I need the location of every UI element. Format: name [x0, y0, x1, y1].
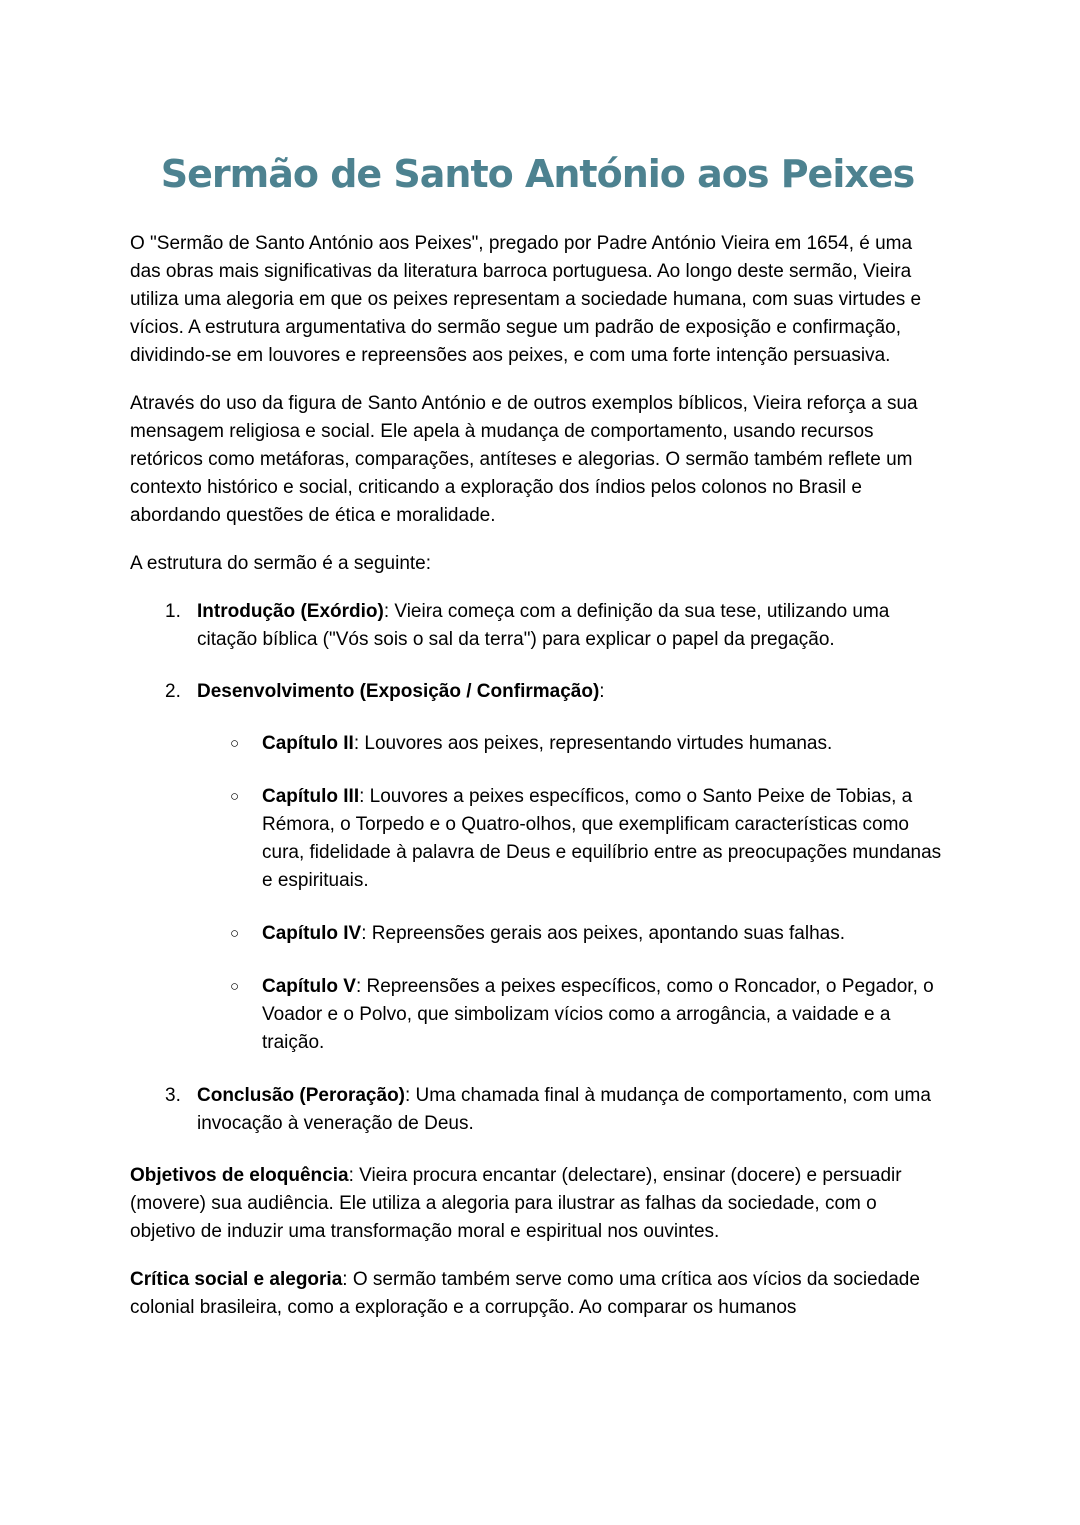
outline-item-desenvolvimento [130, 678, 945, 706]
item-body: : Repreensões gerais aos peixes, apontando suas falhas. [361, 923, 845, 944]
item-body: : [599, 681, 605, 702]
bold-lead: Capítulo IV [262, 923, 362, 944]
bold-lead: Crítica social e alegoria [130, 1269, 343, 1290]
item-body: : Vieira começa com a definição da sua tese, utilizando uma citação bíblica ("Vós sois o sal da terra") para explicar o papel da pregação. [197, 601, 890, 650]
circle-bullet-icon: ○ [230, 925, 240, 942]
chapter-item-iii [130, 783, 945, 895]
item-body: : Louvores a peixes específicos, como o Santo Peixe de Tobias, a Rémora, o Torpedo e o Quatro-olhos, que exemplificam características como cura, fidelidade à palavra de Deus e equilíbrio entre as preocupações mundanas e espirituais. [262, 786, 942, 891]
outline-item-introducao [130, 598, 945, 654]
closing-section [130, 1162, 945, 1322]
chapter-item-iv [130, 920, 945, 948]
bold-lead: Capítulo V [262, 976, 356, 997]
bold-lead: Capítulo III [262, 786, 360, 807]
intro-paragraph: O "Sermão de Santo António aos Peixes", pregado por Padre António Vieira em 1654, é uma das obras mais significativas da literatura barroca portuguesa. Ao longo deste sermão, Vieira utiliza uma alegoria em que os peixes representam a sociedade humana, com suas virtudes e vícios. A estrutura argumentativa do sermão segue um padrão de exposição e confirmação, dividindo-se em louvores e repreensões aos peixes, e com uma forte intenção persuasiva. [130, 233, 922, 366]
closing-paragraph-critica [130, 1266, 945, 1322]
bold-lead: Capítulo II [262, 733, 354, 754]
second-paragraph: Através do uso da figura de Santo António e de outros exemplos bíblicos, Vieira reforça a sua mensagem religiosa e social. Ele apela à mudança de comportamento, usando recursos retóricos como metáforas, comparações, antíteses e alegorias. O sermão também reflete um contexto histórico e social, criticando a exploração dos índios pelos colonos no Brasil e abordando questões de ética e moralidade. [130, 393, 918, 526]
circle-bullet-icon: ○ [230, 735, 240, 752]
bold-lead: Conclusão (Peroração) [197, 1085, 405, 1106]
chapter-item-text [262, 730, 945, 758]
bold-lead: Introdução (Exórdio) [197, 601, 384, 622]
item-body: : Repreensões a peixes específicos, como o Roncador, o Pegador, o Voador e o Polvo, que simbolizam vícios como a arrogância, a vaidade e a traição. [262, 976, 934, 1053]
chapter-item-ii [130, 730, 945, 758]
circle-bullet-icon: ○ [230, 978, 240, 995]
outline-item-text [197, 1082, 945, 1138]
chapter-item-text [262, 920, 945, 948]
circle-bullet-icon: ○ [230, 788, 240, 805]
document-title: Sermão de Santo António aos Peixes [160, 152, 915, 196]
outline-item-text [197, 598, 945, 654]
paragraph-body: : O sermão também serve como uma crítica aos vícios da sociedade colonial brasileira, como a exploração e a corrupção. Ao comparar os humanos [130, 1269, 920, 1318]
chapter-item-text [262, 973, 945, 1057]
chapter-item-v [130, 973, 945, 1057]
chapter-item-text [262, 783, 945, 895]
outline-item-conclusao [130, 1082, 945, 1138]
bold-lead: Objetivos de eloquência [130, 1165, 349, 1186]
item-body: : Louvores aos peixes, representando virtudes humanas. [353, 733, 833, 754]
list-number: 2. [165, 681, 181, 702]
paragraph-body: : Vieira procura encantar (delectare), ensinar (docere) e persuadir (movere) sua audiência. Ele utiliza a alegoria para ilustrar as falhas da sociedade, com o objetivo de induzir uma transformação moral e espiritual nos ouvintes. [130, 1165, 902, 1242]
list-number: 1. [165, 601, 181, 622]
outline-item-text [197, 678, 945, 706]
item-body: : Uma chamada final à mudança de comportamento, com uma invocação à veneração de Deus. [197, 1085, 931, 1134]
structure-intro-paragraph: A estrutura do sermão é a seguinte: [130, 553, 432, 574]
bold-lead: Desenvolvimento (Exposição / Confirmação) [197, 681, 600, 702]
closing-paragraph-objetivos [130, 1162, 945, 1246]
list-number: 3. [165, 1085, 181, 1106]
